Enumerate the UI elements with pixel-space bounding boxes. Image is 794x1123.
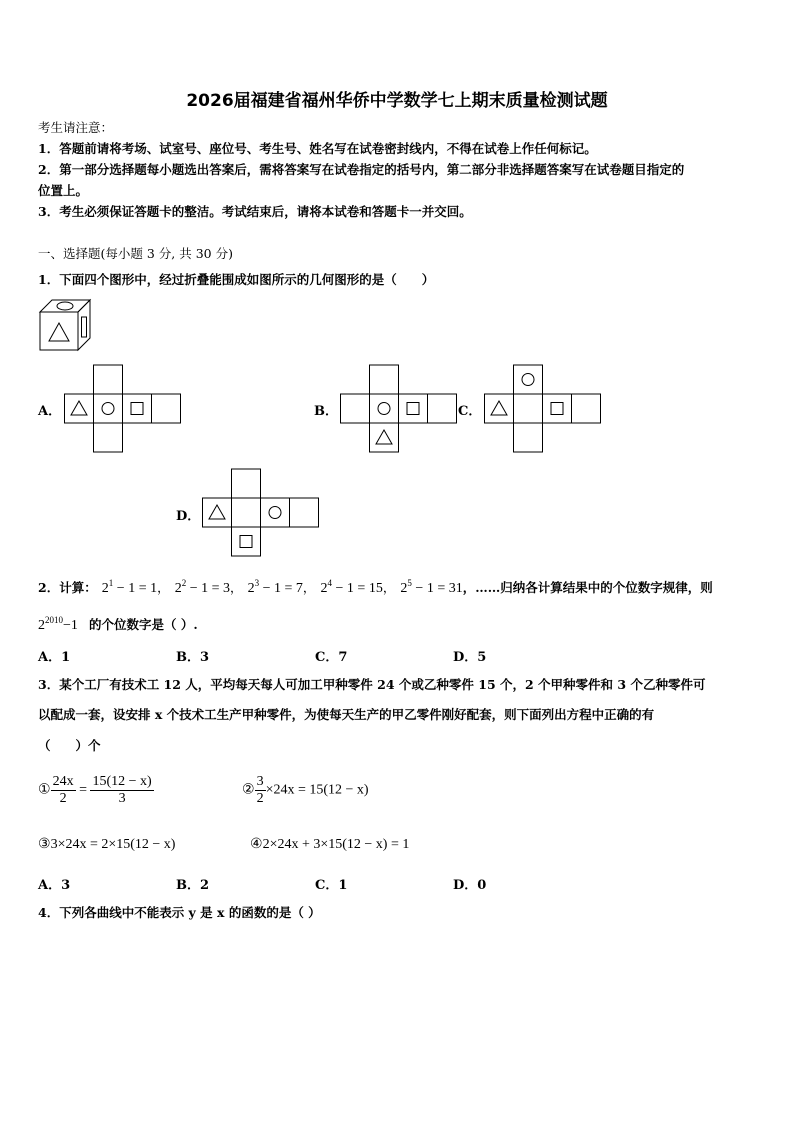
net-d <box>202 468 320 558</box>
circle-icon <box>522 374 534 386</box>
triangle-icon <box>376 430 392 444</box>
net-c <box>484 364 602 454</box>
cube-figure <box>38 296 94 354</box>
notice-item-2: 2．第一部分选择题每小题选出答案后，需将答案写在试卷指定的括号内，第二部分非选择题答案写在试卷题目指定的 <box>38 162 685 177</box>
section-heading: 一、选择题(每小题 3 分, 共 30 分) <box>38 246 233 261</box>
page-title: 2026届福建省福州华侨中学数学七上期末质量检测试题 <box>186 91 608 111</box>
q3-option-d[interactable]: D．0 <box>453 878 487 893</box>
equation-1: ① $\frac{24x}{2}$ = $\frac{15(12 - x)}{3}$ <box>38 774 152 806</box>
equation-4: ④2×24x + 3×15(12 − x) = 1 <box>250 837 410 852</box>
equation-3: ③3×24x = 2×15(12 − x) <box>38 837 176 852</box>
notice-item-2-cont: 位置上。 <box>38 183 89 198</box>
equation: $2^4 - 1 = 15$ <box>320 578 383 596</box>
triangle-icon <box>209 505 225 519</box>
equation: $2^1 - 1 = 1$ <box>101 578 158 596</box>
q2-option-d[interactable]: D．5 <box>453 650 487 665</box>
option-a-label[interactable]: A． <box>38 404 62 419</box>
notice-item-1: 1．答题前请将考场、试室号、座位号、考生号、姓名写在试卷密封线内，不得在试卷上作任何标记。 <box>38 141 597 156</box>
square-icon <box>551 403 563 415</box>
question-3-line-2: 以配成一套，设安排 x 个技术工生产甲种零件，为使每天生产的甲乙零件刚好配套，则下面列出方程中正确的有 <box>38 707 655 722</box>
square-icon <box>240 536 252 548</box>
option-c-label[interactable]: C． <box>458 404 482 419</box>
question-3-line-1: 3．某个工厂有技术工 12 人，平均每天每人可加工甲种零件 24 个或乙种零件 15 个，2 个甲种零件和 3 个乙种零件可 <box>38 677 706 692</box>
net-b <box>340 364 458 454</box>
question-2-line-1: 2．计算： $2^1 - 1 = 1$， $2^2 - 1 = 3$， $2^3 - 1 = 7$， $2^4 - 1 = 15$， $2^5 - 1 = 31$，……归纳各计算结果中的个位数字规律，则 <box>38 578 713 596</box>
question-2-tail: ，……归纳各计算结果中的个位数字规律，则 <box>462 580 713 595</box>
power-expression: $2^{2010}-1$ <box>38 615 78 633</box>
notice-heading: 考生请注意： <box>38 120 114 135</box>
circle-icon <box>57 302 73 310</box>
q2-option-c[interactable]: C．7 <box>315 650 348 665</box>
triangle-icon <box>491 401 507 415</box>
equation-2: ② $\frac{3}{2}$ ×24x = 15(12 − x) <box>242 774 369 806</box>
square-icon <box>131 403 143 415</box>
option-d-label[interactable]: D． <box>176 509 201 524</box>
square-icon <box>82 317 87 337</box>
circle-icon <box>378 403 390 415</box>
triangle-icon <box>49 323 69 341</box>
question-2-lead: 2．计算： <box>38 580 97 595</box>
question-2-stem-end: 的个位数字是（ ）. <box>89 617 198 632</box>
square-icon <box>407 403 419 415</box>
equation: $2^2 - 1 = 3$ <box>174 578 230 596</box>
q2-option-b[interactable]: B．3 <box>176 650 210 665</box>
net-a <box>64 364 182 454</box>
circle-icon <box>269 507 281 519</box>
q3-option-b[interactable]: B．2 <box>176 878 210 893</box>
question-3-line-3: （ ）个 <box>38 738 101 753</box>
notice-item-3: 3．考生必须保证答题卡的整洁。考试结束后，请将本试卷和答题卡一并交回。 <box>38 204 472 219</box>
question-2-line-2 <box>38 614 198 634</box>
q3-option-a[interactable]: A．3 <box>38 878 71 893</box>
equation: $2^5 - 1 = 31$ <box>400 578 463 596</box>
triangle-icon <box>71 401 87 415</box>
question-4-stem: 4．下列各曲线中不能表示 y 是 x 的函数的是（ ） <box>38 905 321 920</box>
circle-icon <box>102 403 114 415</box>
q2-option-a[interactable]: A．1 <box>38 650 71 665</box>
equation: $2^3 - 1 = 7$ <box>247 578 303 596</box>
option-b-label[interactable]: B． <box>314 404 338 419</box>
question-1-stem: 1．下面四个图形中，经过折叠能围成如图所示的几何图形的是（ ） <box>38 272 435 287</box>
q3-option-c[interactable]: C．1 <box>315 878 348 893</box>
